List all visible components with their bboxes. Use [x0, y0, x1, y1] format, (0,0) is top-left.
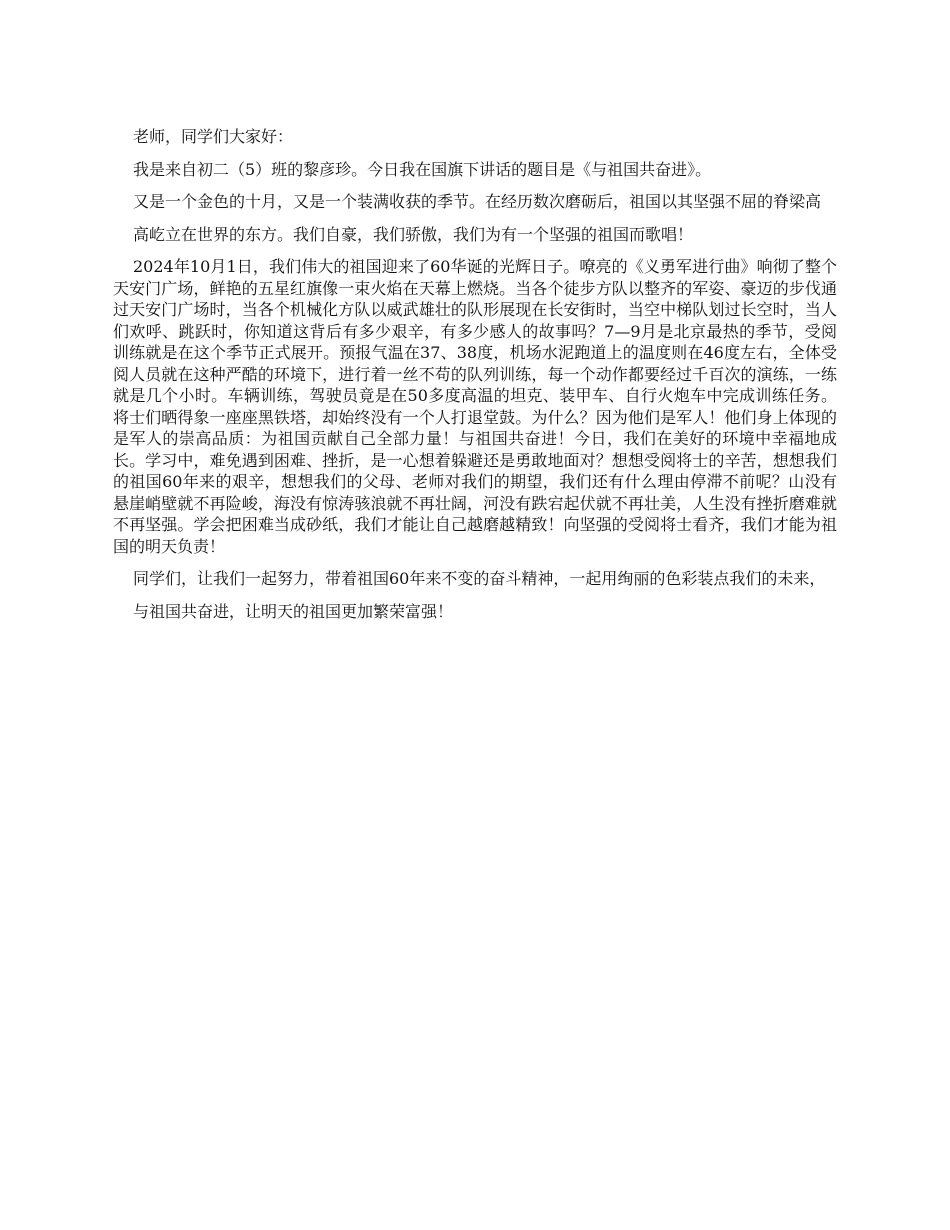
- introduction-paragraph: 我是来自初二（5）班的黎彦珍。今日我在国旗下讲话的题目是《与祖国共奋进》。: [133, 159, 712, 179]
- pride-paragraph: 高屹立在世界的东方。我们自豪，我们骄傲，我们为有一个坚强的祖国而歌唱！: [133, 224, 694, 244]
- main-body-paragraph: 2024年10月1日，我们伟大的祖国迎来了60华诞的光辉日子。嘹亮的《义勇军进行曲》响彻了整个天安门广场，鲜艳的五星红旗像一束火焰在天幕上燃烧。当各个徒步方队以整齐的军姿、豪迈的步伐通过天安门广场时，当各个机械化方队以威武雄壮的队形展现在长安街时，当空中梯队划过长空时，当人们欢呼、跳跃时，你知道这背后有多少艰辛，有多少感人的故事吗？7—9月是北京最热的季节，受阅训练就是在这个季节正式展开。预报气温在37、38度，机场水泥跑道上的温度则在46度左右，全体受阅人员就在这种严酷的环境下，进行着一丝不苟的队列训练，每一个动作都要经过千百次的演练，一练就是几个小时。车辆训练，驾驶员竟是在50多度高温的坦克、装甲车、自行火炮车中完成训练任务。将士们晒得象一座座黑铁塔，却始终没有一个人打退堂鼓。为什么？因为他们是军人！他们身上体现的是军人的崇高品质：为祖国贡献自己全部力量！与祖国共奋进！今日，我们在美好的环境中幸福地成长。学习中，难免遇到困难、挫折，是一心想着躲避还是勇敢地面对？想想受阅将士的辛苦，想想我们的祖国60年来的艰辛，想想我们的父母、老师对我们的期望，我们还有什么理由停滞不前呢？山没有悬崖峭壁就不再险峻，海没有惊涛骇浪就不再壮阔，河没有跌宕起伏就不再壮美，人生没有挫折磨难就不再坚强。学会把困难当成砂纸，我们才能让自己越磨越精致！向坚强的受阅将士看齐，我们才能为祖国的明天负责！: [113, 257, 837, 556]
- greeting-paragraph: 老师，同学们大家好：: [133, 127, 294, 146]
- speech-body: [113, 126, 837, 633]
- season-paragraph: 又是一个金色的十月，又是一个装满收获的季节。在经历数次磨砺后，祖国以其坚强不屈的脊梁高: [133, 192, 822, 211]
- call-to-action-paragraph: 同学们，让我们一起努力，带着祖国60年来不变的奋斗精神，一起用绚丽的色彩装点我们的未来，: [133, 569, 826, 588]
- closing-paragraph: 与祖国共奋进，让明天的祖国更加繁荣富强！: [133, 601, 454, 621]
